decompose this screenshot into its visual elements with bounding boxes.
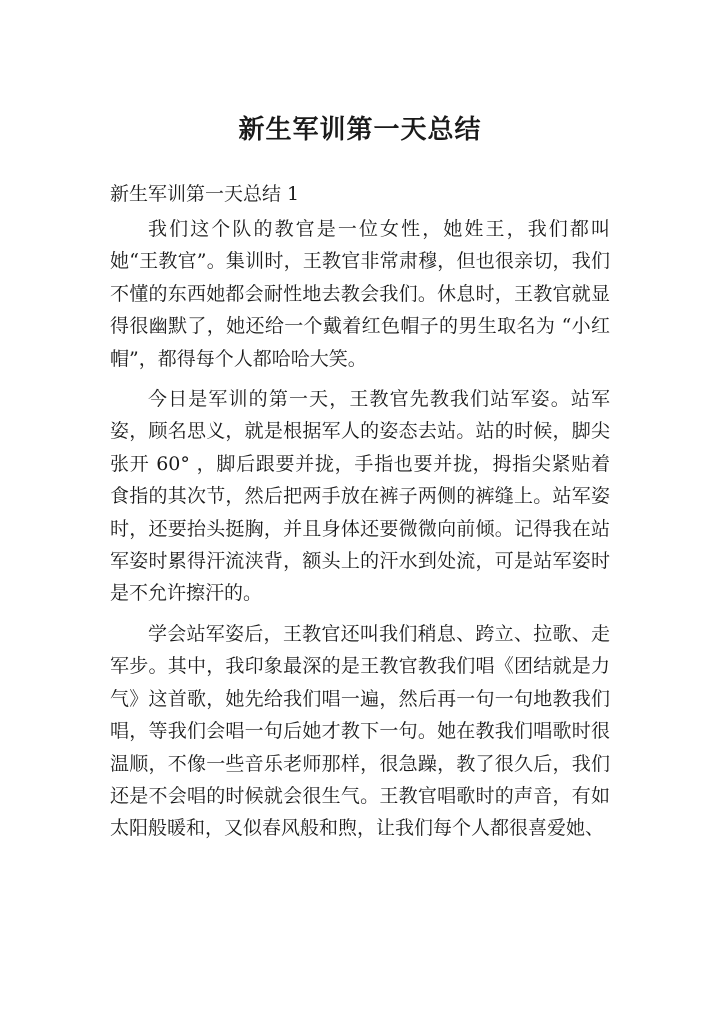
paragraph-2: 今日是军训的第一天，王教官先教我们站军姿。站军姿，顾名思义，就是根据军人的姿态去站。站的时候，脚尖张开 60° ，脚后跟要并拢，手指也要并拢，拇指尖紧贴着食指的其次节，然后把两手放在裤子两侧的裤缝上。站军姿时，还要抬头挺胸，并且身体还要微微向前倾。记得我在站军姿时累得汗流浃背，额头上的汗水到处流，可是站军姿时是不允许擦汗的。 bbox=[110, 388, 610, 605]
document-body bbox=[110, 213, 610, 845]
paragraph-1: 我们这个队的教官是一位女性，她姓王，我们都叫她“王教官”。集训时，王教官非常肃穆，但也很亲切，我们不懂的东西她都会耐性地去教会我们。休息时，王教官就显得很幽默了，她还给一个戴着红色帽子的男生取名为 “小红帽”，都得每个人都哈哈大笑。 bbox=[110, 218, 610, 370]
document-title: 新生军训第一天总结 bbox=[238, 115, 482, 145]
section-heading: 新生军训第一天总结 1 bbox=[110, 183, 300, 205]
paragraph-3: 学会站军姿后，王教官还叫我们稍息、跨立、拉歌、走军步。其中，我印象最深的是王教官教我们唱《团结就是力气》这首歌，她先给我们唱一遍，然后再一句一句地教我们唱，等我们会唱一句后她才教下一句。她在教我们唱歌时很温顺，不像一些音乐老师那样，很急躁，教了很久后，我们还是不会唱的时候就会很生气。王教官唱歌时的声音，有如太阳般暖和，又似春风般和煦，让我们每个人都很喜爱她、 bbox=[110, 622, 610, 840]
